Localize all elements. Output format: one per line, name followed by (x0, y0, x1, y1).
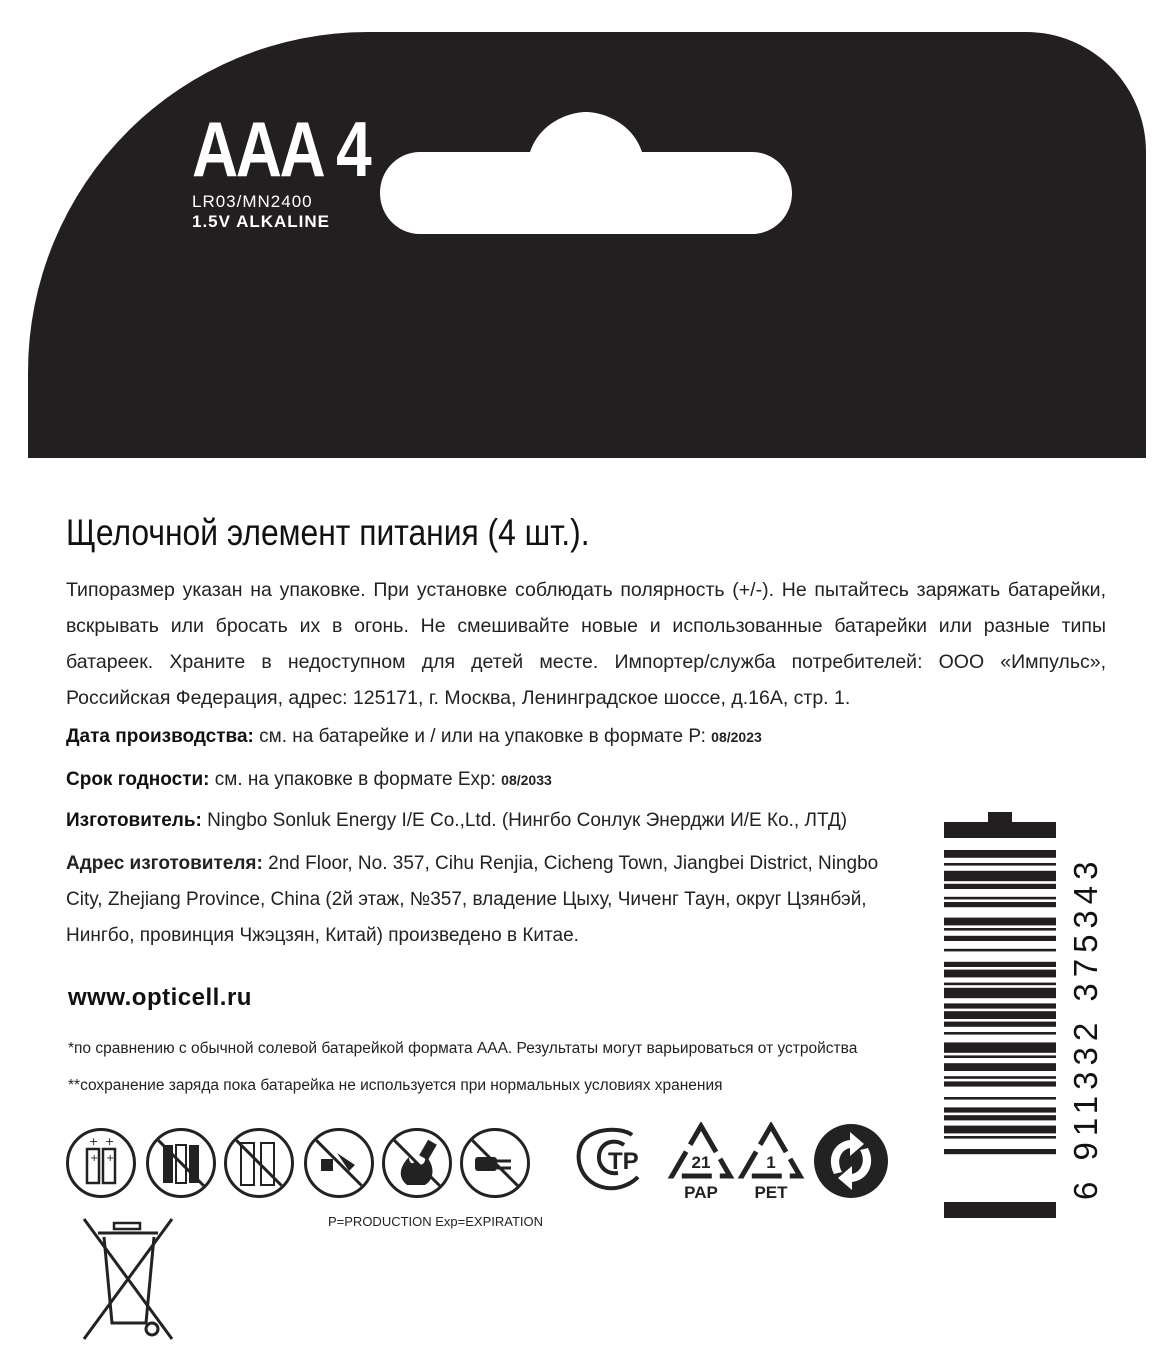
barcode-bar (944, 1081, 1056, 1086)
barcode-bar (944, 884, 1056, 889)
barcode-bar (944, 1107, 1056, 1112)
barcode-bar (944, 918, 1056, 926)
expiry-text: см. на упаковке в формате Exp: (209, 769, 502, 790)
footnote-2: **сохранение заряда пока батарейка не используется при нормальных условиях хранения (68, 1077, 723, 1094)
description-text: Типоразмер указан на упаковке. При установке соблюдать полярность (+/-). Не пытайтесь заряжать батарейки, вскрывать или бросать их в огонь. Не смешивайте новые и использованные батарейки или разные типы батареек. Храните в недоступном для детей месте. Импортер/служба потребителей: ООО «Импульс», Российская Федерация, адрес: 125171, г. Москва, Ленинградское шоссе, д.16А, стр. 1. (66, 579, 1106, 709)
barcode-bar (944, 1022, 1056, 1027)
barcode-bar (944, 863, 1056, 866)
barcode-bar (944, 936, 1056, 941)
recycle-pet-icon (736, 1122, 806, 1204)
no-fire-icon (382, 1128, 452, 1198)
no-mixing-brands-icon (224, 1128, 294, 1198)
footnote-1: *по сравнению с обычной солевой батарейкой формата ААА. Результаты могут варьироваться от устройства (68, 1040, 858, 1057)
svg-text:+: + (89, 1135, 99, 1148)
no-mixing-icon (146, 1128, 216, 1198)
expiry-label: Срок годности: (66, 769, 210, 790)
no-disassemble-icon (304, 1128, 374, 1198)
title-block (192, 105, 408, 232)
battery-chemistry: 1.5V ALKALINE (192, 212, 331, 231)
hang-hole (380, 112, 792, 234)
barcode-digits: 6 911332 375343 (1067, 855, 1104, 1200)
pet-number: 1 (766, 1153, 776, 1172)
svg-text:+: + (90, 1153, 99, 1164)
barcode-bar (944, 1032, 1056, 1035)
manufacturer-address-text: 2nd Floor, No. 357, Cihu Renjia, Cicheng Town, Jiangbei District, Ningbo City, Zhejiang Province, China (2й этаж, №357, владение Цыху, Чиченг Таун, округ Цзянбэй, Нингбо, провинция Чжэцзян, Китай) произведено в Китае. (66, 853, 879, 946)
barcode-bar (944, 949, 1056, 952)
weee-crossed-bin-icon (80, 1215, 176, 1345)
production-date-text: см. на батарейке и / или на упаковке в формате Р: (253, 726, 712, 747)
barcode-bar (944, 1011, 1056, 1019)
pap-label: PAP (684, 1183, 718, 1202)
barcode-bar (944, 983, 1056, 986)
date-format-legend: P=PRODUCTION Exp=EXPIRATION (328, 1214, 544, 1229)
barcode-bar (944, 1136, 1056, 1139)
expiry-value: 08/2033 (501, 772, 552, 788)
barcode-bar (944, 1063, 1056, 1071)
barcode-bar (944, 988, 1056, 998)
product-heading: Щелочной элемент питания (4 шт.). (66, 512, 590, 553)
barcode (940, 810, 1060, 1220)
barcode-bar (944, 962, 1056, 967)
battery-model: LR03/MN2400 (192, 192, 313, 211)
svg-text:+: + (105, 1135, 115, 1148)
no-charge-icon (460, 1128, 530, 1198)
expiry (66, 763, 552, 797)
manufacturer-label: Изготовитель: (66, 810, 202, 831)
eac-icon (572, 1125, 662, 1195)
barcode-bar (944, 1126, 1056, 1134)
barcode-bar (944, 1115, 1056, 1120)
manufacturer-text: Ningbo Sonluk Energy I/E Co.,Ltd. (Нингбо Сонлук Энерджи И/Е Ко., ЛТД) (201, 810, 848, 831)
barcode-bar (944, 1097, 1056, 1100)
barcode-bar (944, 1149, 1056, 1154)
production-date (66, 720, 762, 754)
battery-size: AAA 4 (192, 105, 370, 193)
green-dot-icon (812, 1122, 890, 1200)
barcode-bar (944, 1076, 1056, 1079)
barcode-bar (944, 897, 1056, 900)
pet-label: PET (754, 1183, 788, 1202)
production-date-label: Дата производства: (66, 726, 254, 747)
manufacturer (66, 804, 847, 838)
polarity-icon (66, 1128, 136, 1198)
eac-text: TP (608, 1148, 639, 1175)
barcode-bar (944, 1042, 1056, 1052)
pap-number: 21 (691, 1153, 711, 1172)
svg-text:+: + (106, 1153, 115, 1164)
barcode-bar (944, 871, 1056, 881)
recycle-pap-icon (666, 1122, 736, 1204)
header-card (28, 32, 1146, 458)
manufacturer-address (66, 846, 896, 954)
manufacturer-address-label: Адрес изготовителя: (66, 853, 263, 874)
production-date-value: 08/2023 (711, 729, 762, 745)
website-link[interactable]: www.opticell.ru (68, 984, 252, 1011)
barcode-bar (944, 850, 1056, 858)
barcode-bar (944, 970, 1056, 978)
barcode-bar (944, 1003, 1056, 1008)
barcode-bar (944, 928, 1056, 931)
barcode-bar (944, 902, 1056, 907)
barcode-bar (944, 1055, 1056, 1058)
